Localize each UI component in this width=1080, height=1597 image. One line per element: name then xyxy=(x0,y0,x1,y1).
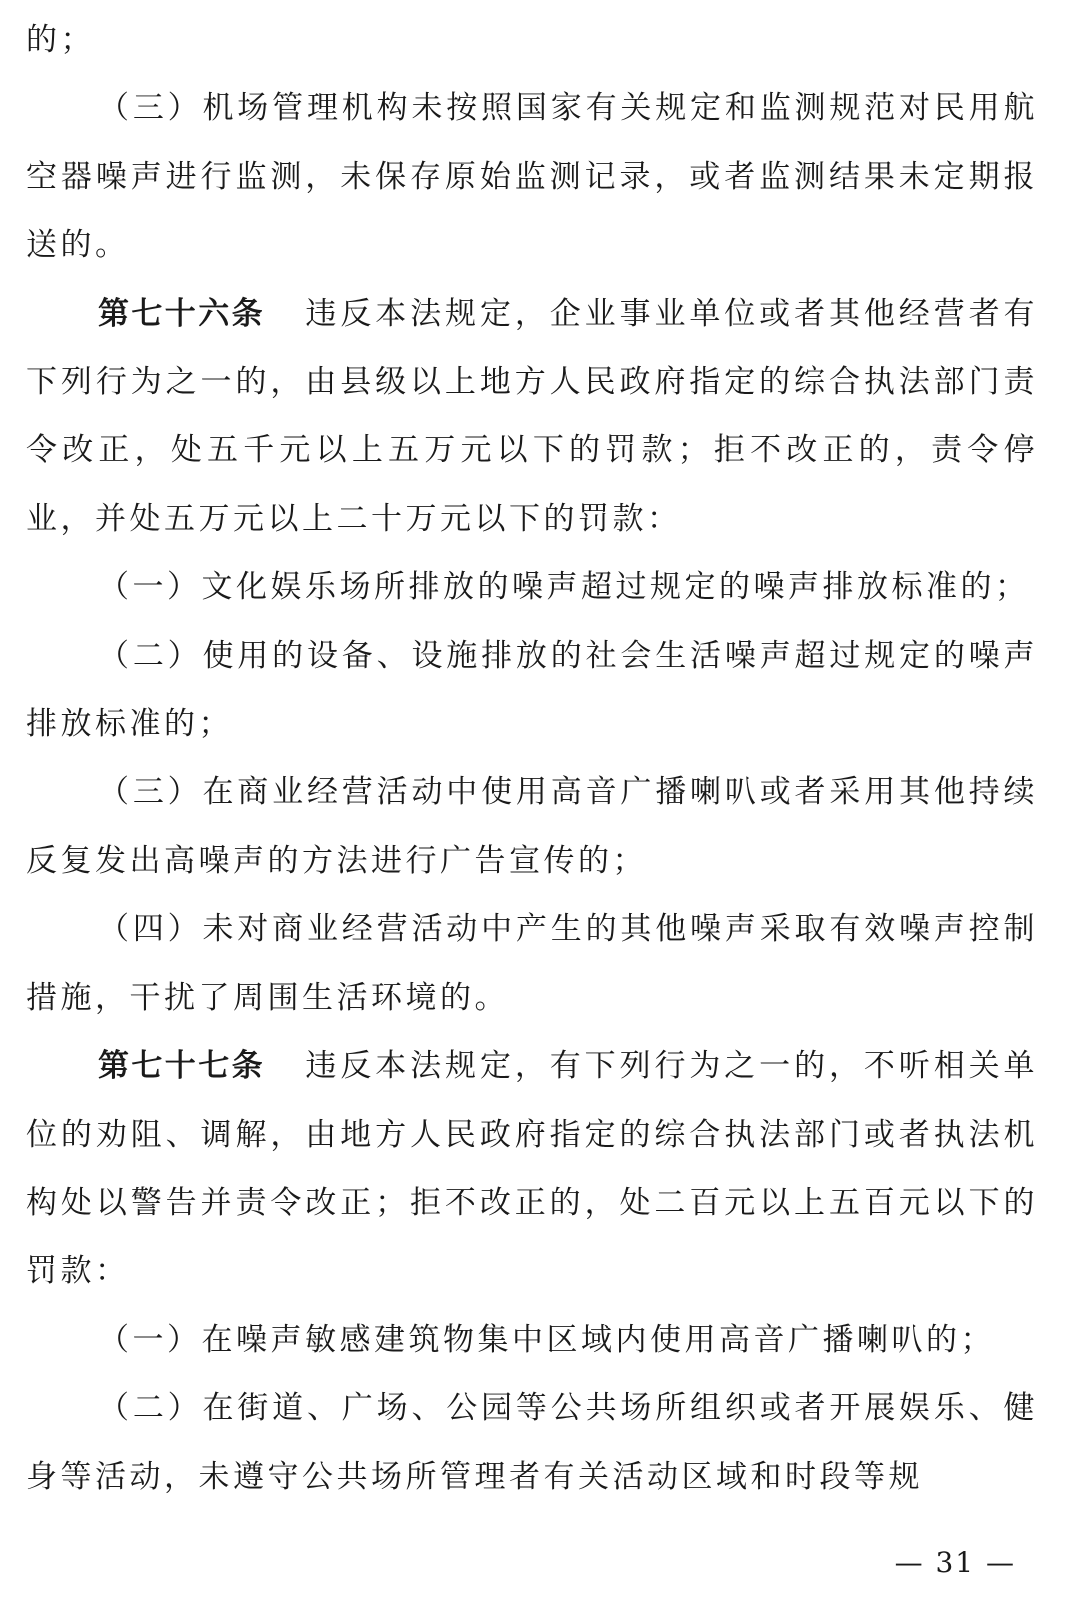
paragraph-item xyxy=(26,895,1038,1032)
article-text: 违反本法规定，有下列行为之一的，不听相关单位的劝阻、调解，由地方人民政府指定的综合执法部门或者执法机构处以警告并责令改正；拒不改正的，处二百元以上五百元以下的罚款： xyxy=(26,1048,1039,1290)
paragraph-text: （一）在噪声敏感建筑物集中区域内使用高音广播喇叭的； xyxy=(98,1321,995,1358)
paragraph-text: 的； xyxy=(26,22,95,58)
paragraph-item xyxy=(26,622,1038,759)
paragraph-item xyxy=(26,553,1038,621)
paragraph-text: （三）机场管理机构未按照国家有关规定和监测规范对民用航空器噪声进行监测，未保存原始监测记录，或者监测结果未定期报送的。 xyxy=(26,90,1038,264)
paragraph-text: （二）使用的设备、设施排放的社会生活噪声超过规定的噪声排放标准的； xyxy=(26,637,1038,743)
article-heading: 第七十七条 xyxy=(98,1048,266,1085)
page-number: — 31 — xyxy=(894,1546,1016,1579)
article-heading: 第七十六条 xyxy=(98,295,266,332)
paragraph-continuation xyxy=(26,6,1038,74)
article-76 xyxy=(26,280,1038,554)
paragraph-text: （一）文化娱乐场所排放的噪声超过规定的噪声排放标准的； xyxy=(98,569,1030,606)
article-text: 违反本法规定，企业事业单位或者其他经营者有下列行为之一的，由县级以上地方人民政府指定的综合执法部门责令改正，处五千元以上五万元以下的罚款；拒不改正的，责令停业，并处五万元以上二十万元以下的罚款： xyxy=(26,295,1039,537)
article-77 xyxy=(26,1032,1038,1306)
paragraph-item xyxy=(26,74,1038,279)
paragraph-text: （三）在商业经营活动中使用高音广播喇叭或者采用其他持续反复发出高噪声的方法进行广告宣传的； xyxy=(26,774,1038,879)
paragraph-item xyxy=(26,1306,1038,1374)
document-body xyxy=(26,6,1038,1511)
paragraph-item xyxy=(26,758,1038,895)
paragraph-item xyxy=(26,1374,1038,1511)
paragraph-text: （四）未对商业经营活动中产生的其他噪声采取有效噪声控制措施，干扰了周围生活环境的。 xyxy=(26,911,1038,1016)
paragraph-text: （二）在街道、广场、公园等公共场所组织或者开展娱乐、健身等活动，未遵守公共场所管理者有关活动区域和时段等规 xyxy=(26,1390,1038,1495)
